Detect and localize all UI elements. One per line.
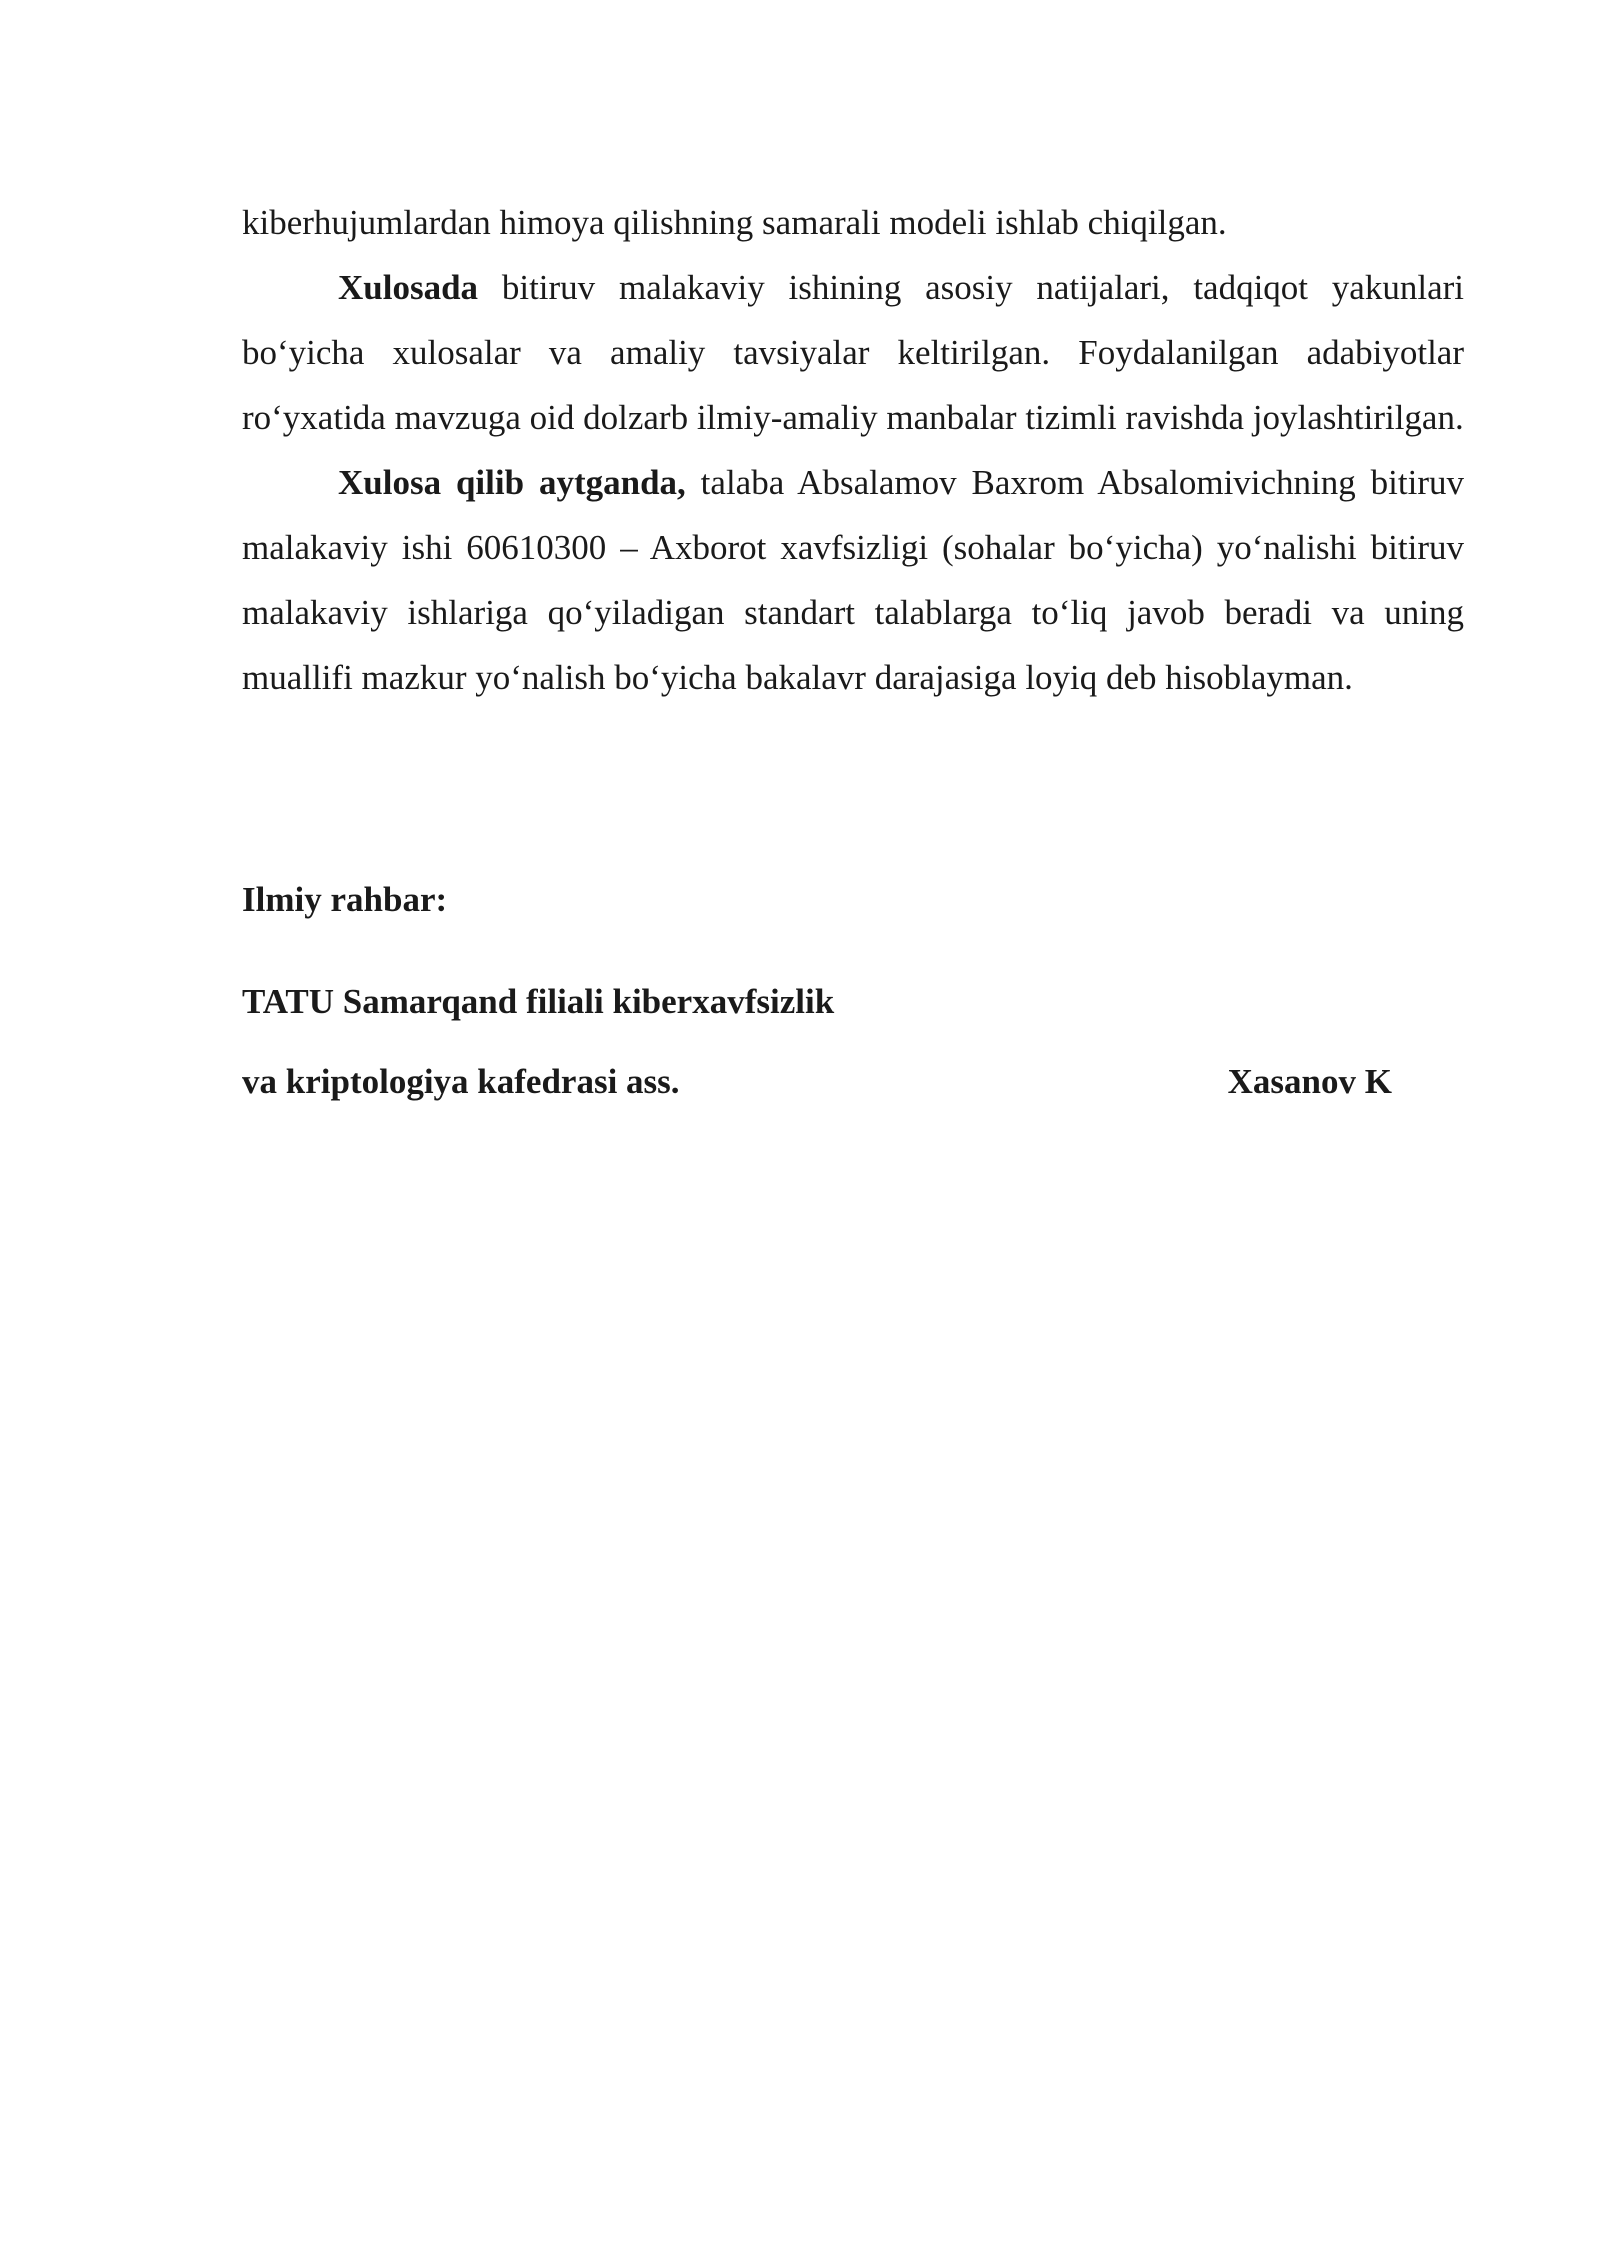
summary-text: talaba Absalamov Baxrom Absalomivichning bitiruv malakaviy ishi 60610300 – Axborot xavfsizligi (sohalar bo‘yicha) yo‘nalishi bitiruv malakaviy ishlariga qo‘yiladigan standart talablarga to‘liq javob beradi va uning muallifi mazkur yo‘nalish bo‘yicha bakalavr darajasiga loyiq deb hisoblayman. — [242, 463, 1464, 697]
document-page — [242, 190, 1464, 710]
supervisor-heading: Ilmiy rahbar: — [242, 880, 448, 919]
signature-row — [242, 1062, 1392, 1102]
affiliation-line-1: TATU Samarqand filiali kiberxavfsizlik — [242, 982, 835, 1021]
summary-lead: Xulosa qilib aytganda, — [338, 463, 686, 502]
summary-paragraph — [242, 450, 1464, 710]
supervisor-name: Xasanov K — [1227, 1062, 1392, 1101]
conclusion-paragraph — [242, 255, 1464, 450]
affiliation-line-2: va kriptologiya kafedrasi ass. — [242, 1062, 680, 1101]
conclusion-text: bitiruv malakaviy ishining asosiy natijalari, tadqiqot yakunlari bo‘yicha xulosalar va amaliy tavsiyalar keltirilgan. Foydalanilgan adabiyotlar ro‘yxatida mavzuga oid dolzarb ilmiy-amaliy manbalar tizimli ravishda joylashtirilgan. — [242, 268, 1464, 437]
continuation-line: kiberhujumlardan himoya qilishning samarali modeli ishlab chiqilgan. — [242, 203, 1227, 242]
conclusion-lead: Xulosada — [338, 268, 479, 307]
